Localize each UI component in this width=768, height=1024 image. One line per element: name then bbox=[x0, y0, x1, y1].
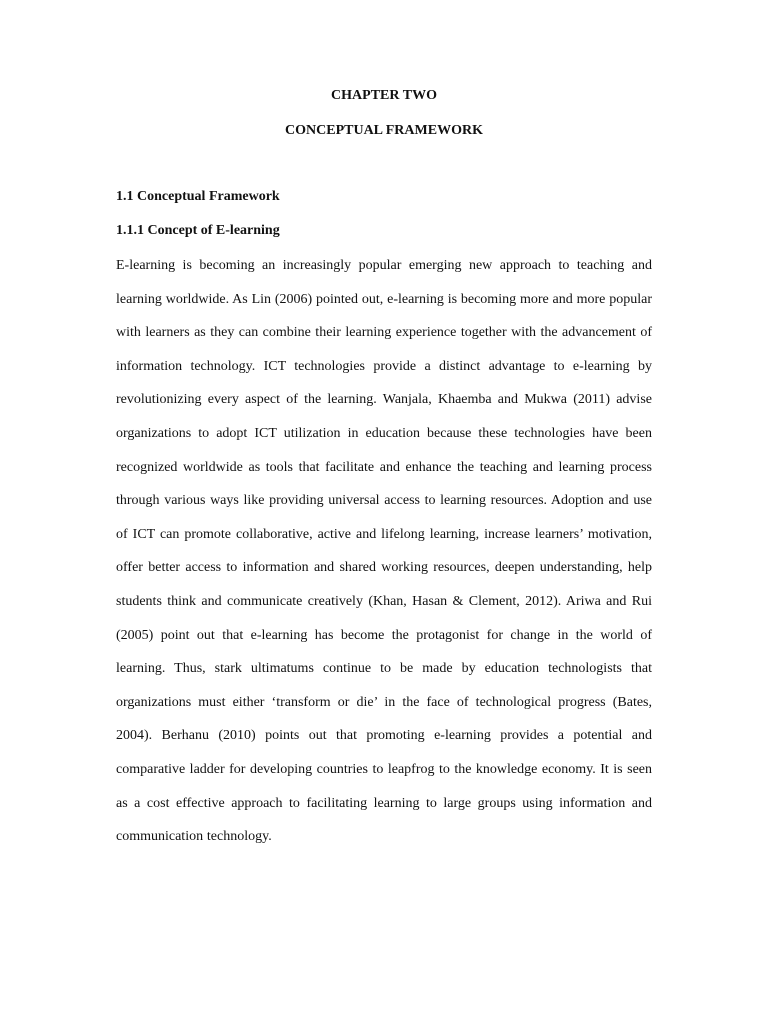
body-paragraph: E-learning is becoming an increasingly popular emerging new approach to teaching and learning worldwide. As Lin (2006) pointed out, e-learning is becoming more and more popular with learners as they can combine their learning experience together with the advancement of information technology. ICT technologies provide a distinct advantage to e-learning by revolutionizing every aspect of the learning. Wanjala, Khaemba and Mukwa (2011) advise organizations to adopt ICT utilization in education because these technologies have been recognized worldwide as tools that facilitate and enhance the teaching and learning process through various ways like providing universal access to learning resources. Adoption and use of ICT can promote collaborative, active and lifelong learning, increase learners’ motivation, offer better access to information and shared working resources, deepen understanding, help students think and communicate creatively (Khan, Hasan & Clement, 2012). Ariwa and Rui (2005) point out that e-learning has become the protagonist for change in the world of learning. Thus, stark ultimatums continue to be made by education technologists that organizations must either ‘transform or die’ in the face of technological progress (Bates, 2004). Berhanu (2010) points out that promoting e-learning provides a potential and comparative ladder for developing countries to leapfrog to the knowledge economy. It is seen as a cost effective approach to facilitating learning to large groups using information and communication technology. bbox=[116, 258, 652, 845]
section-heading: 1.1 Conceptual Framework bbox=[116, 189, 280, 204]
chapter-title: CONCEPTUAL FRAMEWORK bbox=[285, 123, 483, 138]
chapter-number: CHAPTER TWO bbox=[331, 88, 437, 103]
subsection-heading: 1.1.1 Concept of E-learning bbox=[116, 223, 280, 238]
